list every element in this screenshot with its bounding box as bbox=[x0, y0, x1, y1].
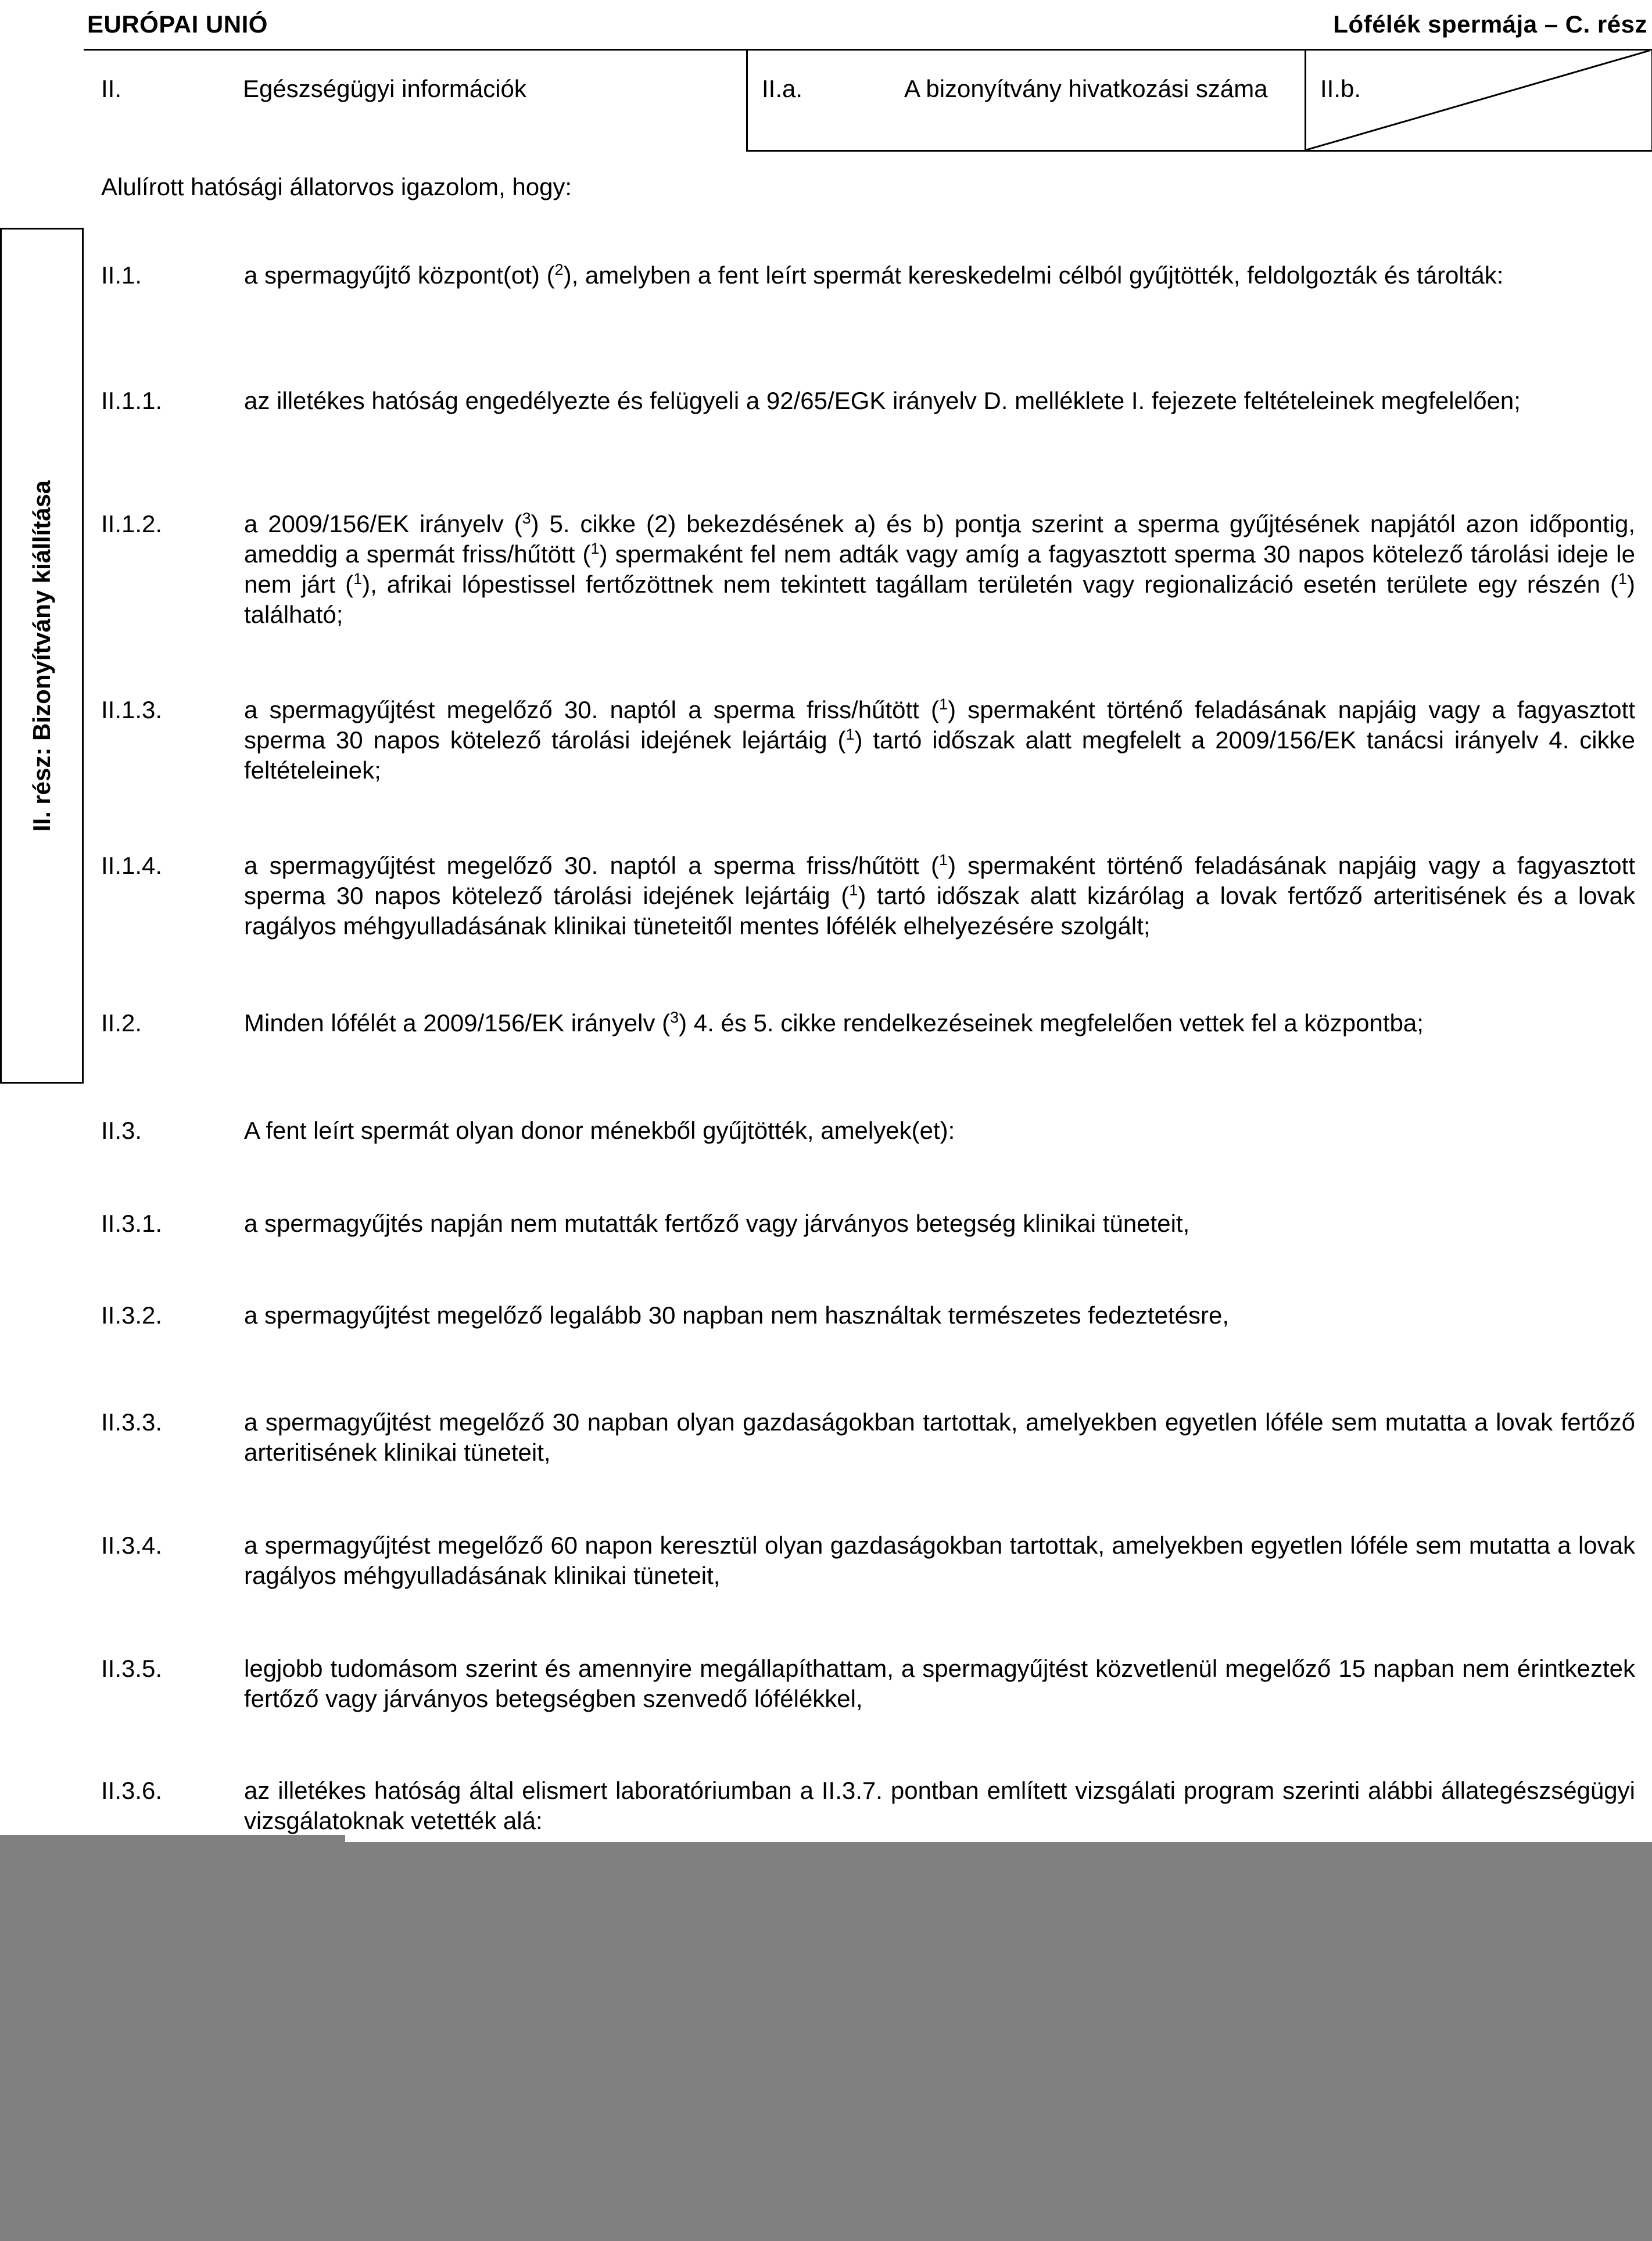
text-run: a spermagyűjtést megelőző 60 napon keresztül olyan gazdaságokban tartottak, amelyekben egyetlen lóféle sem mutatta a lovak ragályos méhgyulladásának klinikai tüneteit, bbox=[244, 1532, 1635, 1589]
text-run: A fent leírt spermát olyan donor ménekből gyűjtötték, amelyek(et): bbox=[244, 1117, 955, 1144]
reference-number-text: A bizonyítvány hivatkozási száma bbox=[904, 75, 1268, 102]
item-number: II.3.4. bbox=[101, 1532, 163, 1559]
item-text bbox=[244, 1300, 1635, 1331]
diagonal-strike bbox=[1306, 51, 1650, 150]
item-number: II.3.2. bbox=[101, 1301, 163, 1329]
footnote-ref: 3 bbox=[670, 1009, 679, 1026]
text-run: ), afrikai lópestissel fertőzöttnek nem tekintett tagállam területén vagy regionalizáció esetén területe egy részén ( bbox=[362, 571, 1618, 598]
table-divider bbox=[746, 51, 748, 152]
footnote-ref: 2 bbox=[554, 261, 564, 278]
text-run: ) tartó időszak alatt megfelelt a 2009/156/EK tanácsi irányelv 4. cikke feltételeinek; bbox=[244, 726, 1635, 784]
item-number: II.1.1. bbox=[101, 387, 163, 414]
text-run: legjobb tudomásom szerint és amennyire megállapíthattam, a spermagyűjtést közvetlenül megelőző 15 napban nem érintkeztek fertőző vagy járványos betegségben szenvedő lófélékkel, bbox=[244, 1655, 1635, 1712]
redacted-area bbox=[0, 1842, 1652, 2241]
footnote-ref: 1 bbox=[1618, 570, 1627, 587]
header-document-part: Lófélék spermája – C. rész bbox=[1333, 10, 1647, 38]
text-run: a 2009/156/EK irányelv ( bbox=[244, 510, 522, 537]
item-number: II.1.3. bbox=[101, 696, 163, 723]
text-run: Minden lófélét a 2009/156/EK irányelv ( bbox=[244, 1009, 671, 1037]
section-title: Egészségügyi információk bbox=[243, 75, 526, 102]
intro-text: Alulírott hatósági állatorvos igazolom, hogy: bbox=[101, 173, 572, 200]
item-text bbox=[244, 851, 1635, 941]
text-run: a spermagyűjtést megelőző 30. naptól a sperma friss/hűtött ( bbox=[244, 696, 940, 723]
item-text bbox=[244, 260, 1635, 291]
text-run: ), amelyben a fent leírt spermát kereskedelmi célból gyűjtötték, feldolgozták és tárolták: bbox=[563, 261, 1504, 289]
item-number: II.1.2. bbox=[101, 510, 163, 537]
text-run: a spermagyűjtést megelőző legalább 30 napban nem használtak természetes fedeztetésre, bbox=[244, 1301, 1230, 1329]
item-number: II.3.1. bbox=[101, 1210, 163, 1237]
text-run: a spermagyűjtést megelőző 30 napban olyan gazdaságokban tartottak, amelyekben egyetlen lóféle sem mutatta a lovak fertőző arteritisének klinikai tüneteit, bbox=[244, 1408, 1635, 1466]
item-number: II.3.6. bbox=[101, 1777, 163, 1804]
item-number: II.3.3. bbox=[101, 1408, 163, 1436]
text-run: a spermagyűjtést megelőző 30. naptól a sperma friss/hűtött ( bbox=[244, 852, 940, 879]
footnote-ref: 1 bbox=[590, 540, 600, 557]
item-number: II.1.4. bbox=[101, 852, 163, 879]
footnote-ref: 3 bbox=[522, 510, 531, 527]
text-run: ) spermaként történő feladásának napjáig vagy a fagyasztott sperma 30 napos kötelező tárolási idejének lejártáig ( bbox=[244, 852, 1636, 909]
side-label-box bbox=[0, 228, 84, 1084]
item-number: II.3.5. bbox=[101, 1655, 163, 1682]
text-run: az illetékes hatóság engedélyezte és felügyeli a 92/65/EGK irányelv D. melléklete I. fejezete feltételeinek megfelelően; bbox=[244, 387, 1521, 414]
text-run: a spermagyűjtés napján nem mutatták fertőző vagy járványos betegség klinikai tüneteit, bbox=[244, 1210, 1190, 1237]
item-text bbox=[244, 1209, 1635, 1239]
header-table bbox=[84, 49, 1652, 152]
item-text bbox=[244, 509, 1635, 630]
item-text bbox=[244, 1654, 1635, 1714]
footnote-ref: 1 bbox=[849, 881, 858, 899]
text-run: ) tartó időszak alatt kizárólag a lovak fertőző arteritisének és a lovak ragályos méhgyulladásának klinikai tüneteitől mentes lófélék elhelyezésére szolgált; bbox=[244, 882, 1635, 940]
item-text bbox=[244, 1530, 1635, 1591]
footnote-ref: 1 bbox=[353, 570, 363, 587]
item-text bbox=[244, 1776, 1635, 1836]
reference-b-label: II.b. bbox=[1320, 75, 1361, 102]
item-text bbox=[244, 1116, 1635, 1146]
header-union: EURÓPAI UNIÓ bbox=[87, 10, 268, 38]
item-text bbox=[244, 1407, 1635, 1468]
text-run: ) 5. cikke (2) bekezdésének a) és b) pontja szerint a sperma gyűjtésének napjától azon időpontig, ameddig a spermát friss/hűtött ( bbox=[244, 510, 1636, 568]
text-run: ) spermaként fel nem adták vagy amíg a fagyasztott sperma 30 napos kötelező tárolási ideje le nem járt ( bbox=[244, 540, 1635, 598]
item-number: II.3. bbox=[101, 1117, 142, 1144]
text-run: az illetékes hatóság által elismert laboratóriumban a II.3.7. pontban említett vizsgálati program szerinti alábbi állategészségügyi vizsgálatoknak vetették alá: bbox=[244, 1777, 1635, 1834]
text-run: ) 4. és 5. cikke rendelkezéseinek megfelelően vettek fel a központba; bbox=[679, 1009, 1424, 1037]
item-text bbox=[244, 386, 1635, 416]
footnote-ref: 1 bbox=[939, 695, 948, 713]
footnote-ref: 1 bbox=[939, 851, 948, 869]
section-number: II. bbox=[101, 75, 122, 102]
table-bottom-border bbox=[746, 150, 1651, 152]
item-text bbox=[244, 1008, 1635, 1038]
text-run: ) található; bbox=[244, 571, 1635, 628]
item-number: II.2. bbox=[101, 1009, 142, 1037]
text-run: ) spermaként történő feladásának napjáig vagy a fagyasztott sperma 30 napos kötelező tárolási idejének lejártáig ( bbox=[244, 696, 1636, 754]
item-text bbox=[244, 695, 1635, 786]
side-label: II. rész: Bizonyítvány kiállítása bbox=[28, 480, 55, 831]
reference-number-label: II.a. bbox=[762, 75, 803, 102]
text-run: a spermagyűjtő központ(ot) ( bbox=[244, 261, 555, 289]
footnote-ref: 1 bbox=[845, 726, 855, 743]
item-number: II.1. bbox=[101, 261, 142, 289]
